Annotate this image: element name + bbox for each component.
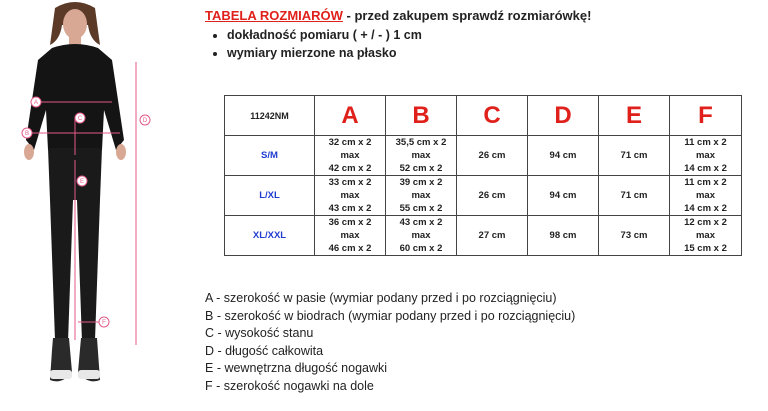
legend-key: A (205, 291, 213, 305)
table-cell (670, 136, 742, 176)
legend-item (205, 378, 575, 396)
table-cell (599, 176, 670, 216)
table-cell (315, 136, 386, 176)
marker-label-e: E (79, 179, 85, 185)
cell-line: 55 cm x 2 (399, 203, 443, 214)
title-highlight: TABELA ROZMIARÓW (205, 8, 343, 23)
table-cell (386, 176, 457, 216)
cell-line: 52 cm x 2 (399, 163, 443, 174)
table-cell (315, 176, 386, 216)
cell-line: 43 cm x 2 (328, 203, 372, 214)
cell-line: max (411, 190, 431, 201)
legend-key: C (205, 326, 215, 341)
cell-line: max (695, 190, 715, 201)
cell-line: 35,5 cm x 2 (395, 137, 447, 148)
table-cell (670, 176, 742, 216)
cell-line: max (411, 150, 431, 161)
marker-label-c: C (77, 116, 83, 122)
cell-line: 46 cm x 2 (328, 243, 372, 254)
column-header: B (386, 96, 457, 136)
title-rest: - przed zakupem sprawdź rozmiarówkę! (342, 8, 592, 23)
size-label: L/XL (225, 176, 315, 216)
cell-line: 98 cm (549, 230, 577, 241)
cell-line: 60 cm x 2 (399, 243, 443, 254)
cell-line: max (340, 190, 360, 201)
table-cell (599, 216, 670, 256)
legend-text: - długość całkowita (214, 343, 324, 358)
size-label: XL/XXL (225, 216, 315, 256)
cell-line: 11 cm x 2 (684, 177, 727, 188)
legend (205, 290, 575, 396)
note-flat: • wymiary mierzone na płasko (227, 44, 745, 62)
cell-line: 33 cm x 2 (328, 177, 372, 188)
notes-list (205, 26, 745, 62)
table-cell (528, 176, 599, 216)
legend-key: F (205, 378, 213, 393)
legend-item (205, 360, 575, 378)
cell-line: 39 cm x 2 (399, 177, 443, 188)
legend-item (205, 308, 575, 326)
legend-key: E (205, 361, 214, 376)
header (205, 8, 745, 62)
product-code: 11242NM (225, 96, 315, 136)
cell-line: 12 cm x 2 (684, 217, 727, 228)
table-cell (457, 216, 528, 256)
table-row (225, 176, 742, 216)
marker-label-b: B (24, 131, 30, 137)
table-row (225, 216, 742, 256)
cell-line: 26 cm (478, 190, 506, 201)
table-cell (528, 136, 599, 176)
legend-text: - szerokość w biodrach (wymiar podany przed i po rozciągnięciu) (213, 308, 576, 323)
legend-key: B (205, 308, 214, 323)
cell-line: 32 cm x 2 (328, 137, 372, 148)
cell-line: max (340, 150, 360, 161)
table-cell (599, 136, 670, 176)
size-label: S/M (225, 136, 315, 176)
legend-key: D (205, 343, 215, 358)
column-header: E (599, 96, 670, 136)
cell-line: max (695, 150, 715, 161)
table-cell (528, 216, 599, 256)
legend-item (205, 343, 575, 361)
note-accuracy: • dokładność pomiaru ( + / - ) 1 cm (227, 26, 745, 44)
marker-label-d: D (142, 118, 148, 124)
cell-line: 14 cm x 2 (684, 203, 727, 214)
table-cell (457, 176, 528, 216)
column-header: D (528, 96, 599, 136)
legend-item (205, 325, 575, 343)
table-row (225, 136, 742, 176)
marker-label-a: A (33, 100, 39, 106)
table-cell (315, 216, 386, 256)
size-table (224, 95, 742, 256)
cell-line: max (411, 230, 431, 241)
cell-line: 71 cm (620, 150, 648, 161)
cell-line: 94 cm (549, 150, 577, 161)
page-title (205, 8, 745, 23)
model-figure (0, 0, 160, 411)
table-cell (670, 216, 742, 256)
legend-text: - wysokość stanu (214, 326, 314, 341)
table-cell (457, 136, 528, 176)
cell-line: 94 cm (549, 190, 577, 201)
cell-line: max (340, 230, 360, 241)
cell-line: 27 cm (478, 230, 506, 241)
cell-line: 36 cm x 2 (328, 217, 372, 228)
table-cell (386, 216, 457, 256)
column-header: C (457, 96, 528, 136)
marker-label-f: F (102, 320, 106, 326)
cell-line: 14 cm x 2 (684, 163, 727, 174)
column-header: A (315, 96, 386, 136)
legend-text: - wewnętrzna długość nogawki (213, 361, 388, 376)
table-cell (386, 136, 457, 176)
legend-text: - szerokość nogawki na dole (212, 378, 374, 393)
cell-line: 71 cm (620, 190, 648, 201)
cell-line: max (695, 230, 715, 241)
legend-text: - szerokość w pasie (wymiar podany przed i po rozciągnięciu) (212, 291, 557, 305)
cell-line: 11 cm x 2 (684, 137, 727, 148)
column-header: F (670, 96, 742, 136)
cell-line: 42 cm x 2 (328, 163, 372, 174)
cell-line: 15 cm x 2 (684, 243, 727, 254)
table-header-row (225, 96, 742, 136)
cell-line: 26 cm (478, 150, 506, 161)
cell-line: 43 cm x 2 (399, 217, 443, 228)
legend-item (205, 290, 575, 308)
cell-line: 73 cm (620, 230, 648, 241)
